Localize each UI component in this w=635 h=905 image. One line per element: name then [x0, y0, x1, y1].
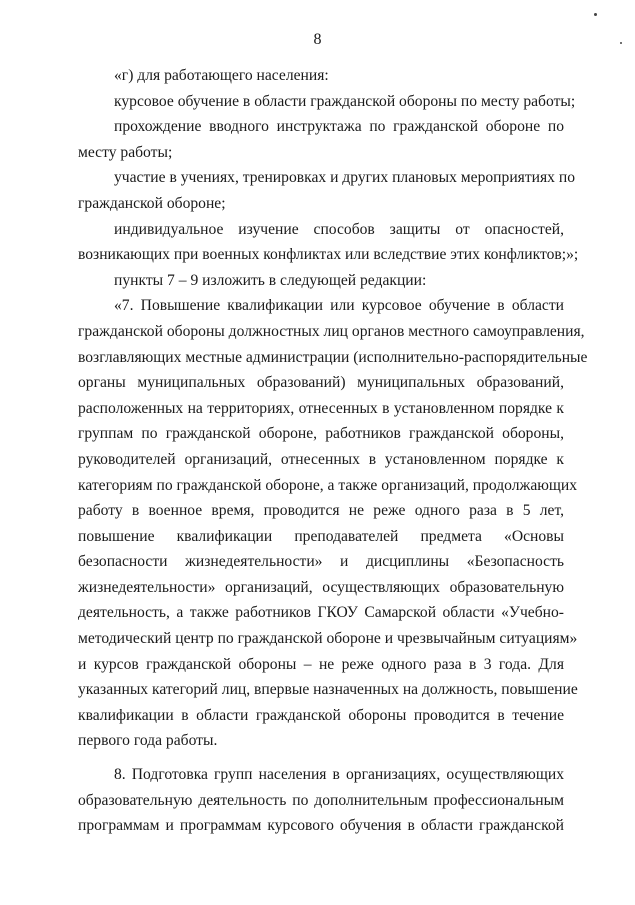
- text-line: «7. Повышение квалификации или курсовое обучение в области: [114, 297, 564, 315]
- text-line: категориям по гражданской обороне, а также организаций, продолжающих: [78, 476, 578, 494]
- text-line: квалификации в области гражданской обороны проводится в течение: [78, 706, 564, 724]
- text-line: указанных категорий лиц, впервые назначенных на должность, повышение: [78, 681, 578, 699]
- text-line: образовательную деятельность по дополнительным профессиональным: [78, 791, 564, 809]
- text-line: месту работы;: [78, 143, 173, 161]
- text-line: работу в военное время, проводится не реже одного раза в 5 лет,: [78, 502, 564, 520]
- text-line: руководителей организаций, отнесенных в установленном порядке к: [78, 450, 564, 468]
- text-line: участие в учениях, тренировках и других плановых мероприятиях по: [114, 169, 576, 187]
- text-line: органы муниципальных образований) муниципальных образований,: [78, 374, 564, 392]
- text-line: «г) для работающего населения:: [114, 67, 329, 84]
- text-line: курсовое обучение в области гражданской обороны по месту работы;: [114, 92, 576, 110]
- text-line: жизнедеятельности» организаций, осуществляющих образовательную: [78, 578, 564, 596]
- text-line: первого года работы.: [78, 732, 218, 750]
- text-line: группам по гражданской обороне, работников гражданской обороны,: [78, 425, 564, 443]
- text-line: и курсов гражданской обороны – не реже одного раза в 3 года. Для: [78, 655, 564, 673]
- scan-speck: [594, 13, 597, 16]
- text-line: расположенных на территориях, отнесенных в установленном порядке к: [78, 399, 564, 417]
- text-line: прохождение вводного инструктажа по гражданской обороне по: [114, 118, 564, 136]
- text-line: индивидуальное изучение способов защиты от опасностей,: [114, 220, 564, 238]
- text-line: гражданской обороне;: [78, 194, 226, 212]
- text-line: безопасности жизнедеятельности» и дисциплины «Безопасность: [78, 553, 564, 571]
- text-line: методический центр по гражданской обороне и чрезвычайным ситуациям»: [78, 630, 578, 648]
- text-line: пункты 7 – 9 изложить в следующей редакции:: [114, 271, 427, 289]
- scan-speck: [620, 42, 622, 44]
- text-line: 8. Подготовка групп населения в организациях, осуществляющих: [114, 766, 564, 784]
- text-line: возникающих при военных конфликтах или вследствие этих конфликтов;»;: [78, 246, 579, 264]
- text-line: деятельность, а также работников ГКОУ Самарской области «Учебно-: [78, 604, 564, 622]
- page-number: 8: [313, 31, 322, 48]
- document-body: [78, 63, 588, 839]
- text-line: возглавляющих местные администрации (исполнительно-распорядительные: [78, 348, 588, 366]
- text-line: программам и программам курсового обучения в области гражданской: [78, 817, 564, 835]
- text-line: гражданской обороны должностных лиц органов местного самоуправления,: [78, 322, 585, 340]
- text-line: повышение квалификации преподавателей предмета «Основы: [78, 527, 564, 545]
